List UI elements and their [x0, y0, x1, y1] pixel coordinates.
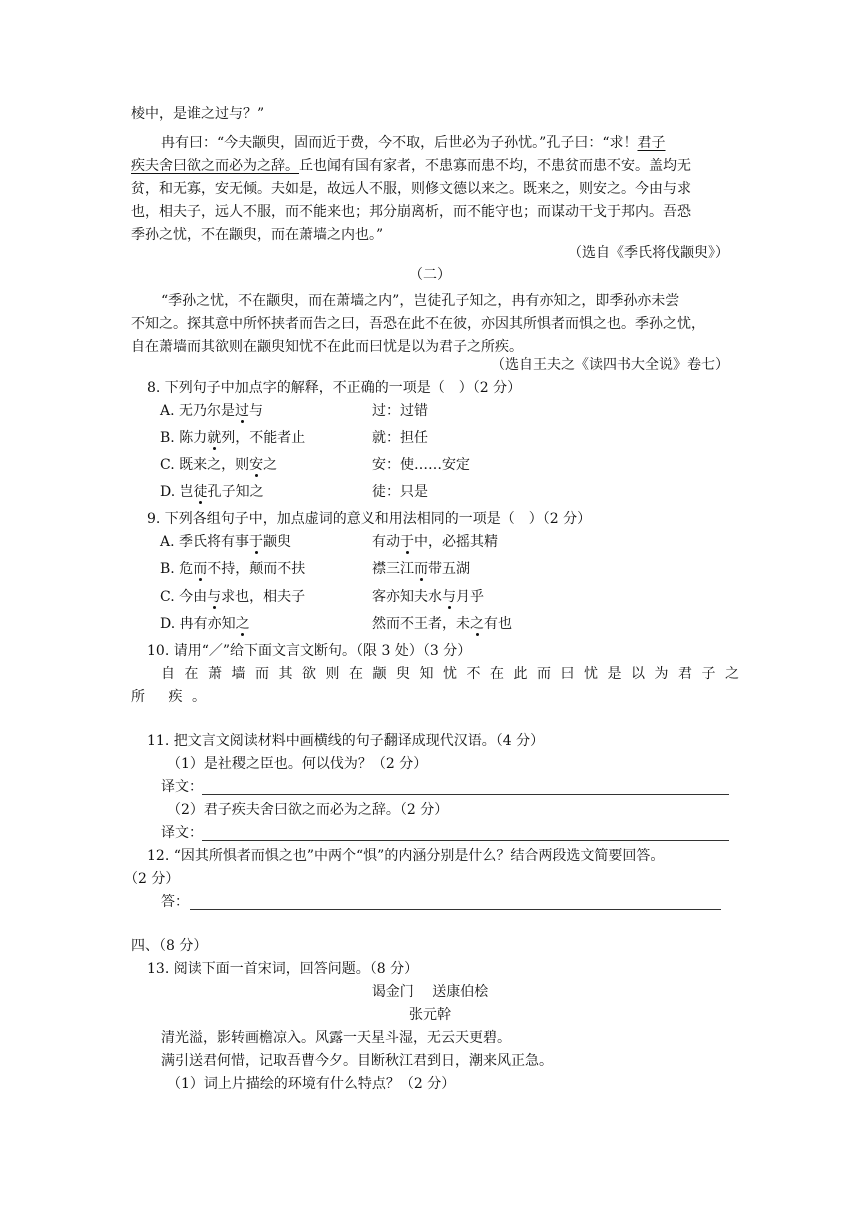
q11-trans-label2: 译文：	[161, 825, 203, 841]
passage2-line2: 不知之。探其意中所怀挟者而告之曰，吾恐在此不在彼，亦因其所惧者而惧之也。季孙之忧，	[131, 316, 705, 332]
q9-option-c-right: 客亦知夫水与月乎	[372, 589, 484, 605]
q10-stem: 10. 请用“／”给下面文言文断句。（限 3 处）（3 分）	[147, 643, 472, 659]
q8-option-b-gloss: 就：担任	[372, 430, 428, 446]
passage1-line0: 棱中，是谁之过与？”	[131, 106, 265, 122]
q12-answer-label: 答：	[161, 894, 189, 910]
poem-title: 谒金门 送康伯桧	[371, 984, 489, 1000]
passage1-line2: 疾夫舍曰欲之而必为之辞。丘也闻有国有家者，不患寡而患不均，不患贫而患不安。盖均无	[131, 158, 691, 174]
q8-option-b: B. 陈力就列，不能者止	[160, 430, 306, 446]
q9-option-b-right: 襟三江而带五湖	[372, 561, 470, 577]
q8-option-d: D. 岂徒孔子知之	[160, 484, 264, 500]
q9-stem: 9. 下列各组句子中，加点虚词的意义和用法相同的一项是（ ）（2 分）	[147, 511, 592, 527]
passage2-line3: 自在萧墙而其欲则在颛臾知忧不在此而曰忧是以为君子之所疾。	[131, 339, 523, 355]
q13-sub1: （1）词上片描绘的环境有什么特点？（2 分）	[167, 1076, 456, 1092]
q11-stem: 11. 把文言文阅读材料中画横线的句子翻译成现代汉语。（4 分）	[147, 733, 545, 749]
q8-option-d-gloss: 徒：只是	[372, 484, 428, 500]
underlined-sentence-part1: 君子	[637, 135, 666, 151]
q13-stem: 13. 阅读下面一首宋词，回答问题。（8 分）	[147, 961, 419, 977]
passage1-line3: 贫，和无寡，安无倾。夫如是，故远人不服，则修文德以来之。既来之，则安之。今由与求	[131, 181, 691, 197]
q11-sub2: （2）君子疾夫舍曰欲之而必为之辞。（2 分）	[167, 802, 449, 818]
q11-trans-label1: 译文：	[161, 779, 203, 795]
q8-option-c-gloss: 安：使……安定	[372, 457, 470, 473]
q9-option-c-left: C. 今由与求也，相夫子	[160, 589, 306, 605]
q8-stem: 8. 下列句子中加点字的解释，不正确的一项是（ ）（2 分）	[147, 380, 522, 396]
q11-sub1: （1）是社稷之臣也。何以伐为？（2 分）	[167, 756, 428, 772]
q12-stem-line2: （2 分）	[124, 871, 180, 887]
passage2-line1: “季孙之忧，不在颛臾，而在萧墙之内”，岂徒孔子知之，冉有亦知之，即季孙亦未尝	[161, 293, 680, 309]
underlined-sentence-part2: 疾夫舍曰欲之而必为之辞。	[131, 158, 299, 174]
q8-option-a-gloss: 过：过错	[372, 403, 428, 419]
q9-option-d-right: 然而不王者，未之有也	[372, 616, 512, 632]
section4-heading: 四、（8 分）	[131, 938, 208, 954]
passage2-source: （选自王夫之《读四书大全说》卷七）	[491, 357, 729, 373]
q9-option-a-right: 有动于中，必摇其精	[372, 534, 498, 550]
passage1-line4: 也，相夫子，远人不服，而不能来也；邦分崩离析，而不能守也；而谋动干戈于邦内。吾恐	[131, 204, 691, 220]
q9-option-b-left: B. 危而不持，颠而不扶	[160, 561, 306, 577]
passage1-line5: 季孙之忧，不在颛臾，而在萧墙之内也。”	[131, 227, 384, 243]
poem-line1: 清光溢，影转画檐凉入。风露一天星斗湿，无云天更碧。	[161, 1030, 511, 1046]
q11-answer-line1[interactable]	[202, 794, 729, 795]
passage1-source: （选自《季氏将伐颛臾》）	[568, 245, 729, 261]
poem-author: 张元幹	[409, 1007, 451, 1023]
q12-answer-line[interactable]	[190, 909, 721, 910]
poem-line2: 满引送君何惜，记取吾曹今夕。目断秋江君到日，潮来风正急。	[161, 1053, 553, 1069]
passage1-line1: 冉有曰：“今夫颛臾，固而近于费，今不取，后世必为子孙忧。”孔子曰：“求！君子	[161, 135, 666, 151]
q11-answer-line2[interactable]	[202, 840, 729, 841]
q12-stem-line1: 12. “因其所惧者而惧之也”中两个“惧”的内涵分别是什么？结合两段选文简要回答。	[147, 848, 665, 864]
q8-option-a: A. 无乃尔是过与	[160, 403, 264, 419]
q9-option-a-left: A. 季氏将有事于颛臾	[160, 534, 292, 550]
q8-option-c: C. 既来之，则安之	[160, 457, 278, 473]
passage2-heading: （二）	[409, 267, 451, 283]
q9-option-d-left: D. 冉有亦知之	[160, 616, 250, 632]
q10-text-line2: 所 疾。	[131, 689, 216, 705]
q10-text-line1: 自在萧墙而其欲则在颛臾知忧不在此而曰忧是以为君子之	[161, 666, 749, 682]
